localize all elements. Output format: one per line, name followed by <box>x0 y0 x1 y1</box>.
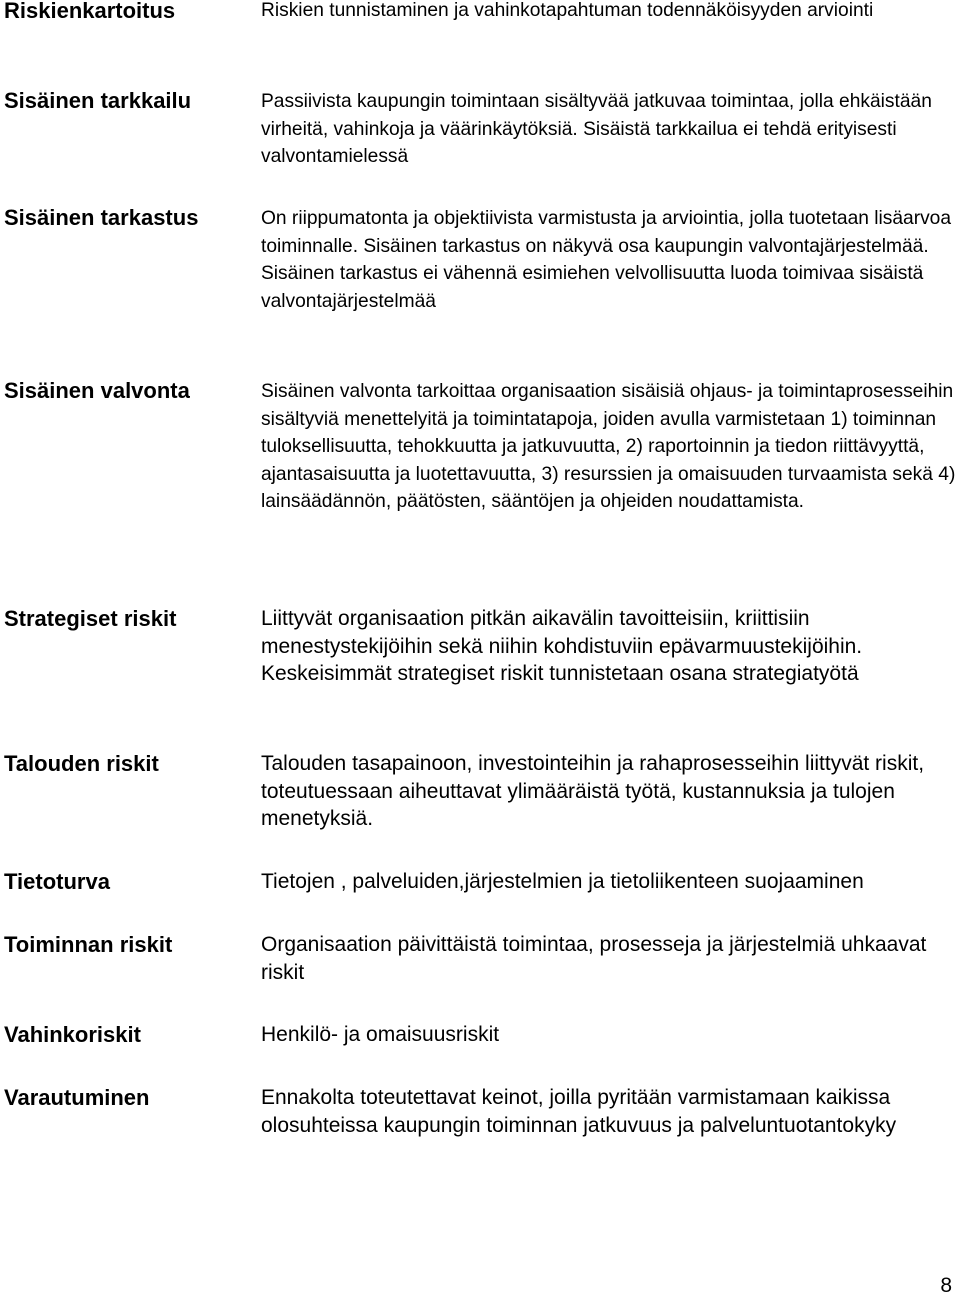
definition-toiminnan-riskit: Organisaation päivittäistä toimintaa, prosesseja ja järjestelmiä uhkaavat riskit <box>261 933 927 984</box>
definition-tietoturva: Tietojen , palveluiden,järjestelmien ja tietoliikenteen suojaaminen <box>261 870 864 893</box>
term-sisainen-tarkastus: Sisäinen tarkastus <box>4 205 199 230</box>
definition-riskienkartoitus: Riskien tunnistaminen ja vahinkotapahtuman todennäköisyyden arviointi <box>261 0 874 21</box>
term-sisainen-tarkkailu: Sisäinen tarkkailu <box>4 88 192 113</box>
term-sisainen-valvonta: Sisäinen valvonta <box>4 378 190 403</box>
term-varautuminen: Varautuminen <box>4 1085 150 1110</box>
term-riskienkartoitus: Riskienkartoitus <box>4 0 176 23</box>
term-tietoturva: Tietoturva <box>4 869 110 894</box>
definition-sisainen-tarkastus: On riippumatonta ja objektiivista varmistusta ja arviointia, jolla tuotetaan lisäarvoa toiminnalle. Sisäinen tarkastus on näkyvä osa kaupungin valvontajärjestelmää. Sisäinen tarkastus ei vähennä esimiehen velvollisuutta luoda toimivaa sisäistä valvontajärjestelmää <box>261 208 952 312</box>
definition-strategiset-riskit: Liittyvät organisaation pitkän aikavälin tavoitteisiin, kriittisiin menestystekijöihin sekä niihin kohdistuviin epävarmuustekijöihin. Keskeisimmät strategiset riskit tunnistetaan osana strategiatyötä <box>261 607 863 685</box>
page-number: 8 <box>940 1274 952 1297</box>
term-talouden-riskit: Talouden riskit <box>4 751 159 776</box>
term-vahinkoriskit: Vahinkoriskit <box>4 1022 141 1047</box>
definition-varautuminen: Ennakolta toteutettavat keinot, joilla pyritään varmistamaan kaikissa olosuhteissa kaupungin toiminnan jatkuvuus ja palveluntuotantokyky <box>261 1086 897 1137</box>
term-strategiset-riskit: Strategiset riskit <box>4 606 177 631</box>
definition-talouden-riskit: Talouden tasapainoon, investointeihin ja rahaprosesseihin liittyvät riskit, toteutuessaan aiheuttavat ylimääräistä työtä, kustannuksia ja tulojen menetyksiä. <box>261 752 925 830</box>
definition-sisainen-tarkkailu: Passiivista kaupungin toimintaan sisältyvää jatkuvaa toimintaa, jolla ehkäistään virheitä, vahinkoja ja väärinkäytöksiä. Sisäistä tarkkailua ei tehdä erityisesti valvontamielessä <box>261 91 932 167</box>
definition-vahinkoriskit: Henkilö- ja omaisuusriskit <box>261 1023 500 1046</box>
definition-sisainen-valvonta: Sisäinen valvonta tarkoittaa organisaation sisäisiä ohjaus- ja toimintaprosesseihin sisältyviä menettelyitä ja toimintatapoja, joiden avulla varmistetaan 1) toiminnan tuloksellisuutta, tehokkuutta ja jatkuvuutta, 2) raportoinnin ja tiedon riittävyyttä, ajantasaisuutta ja luotettavuutta, 3) resurssien ja omaisuuden turvaamista sekä 4) lainsäädännön, päätösten, sääntöjen ja ohjeiden noudattamista. <box>261 381 956 512</box>
term-toiminnan-riskit: Toiminnan riskit <box>4 932 173 957</box>
